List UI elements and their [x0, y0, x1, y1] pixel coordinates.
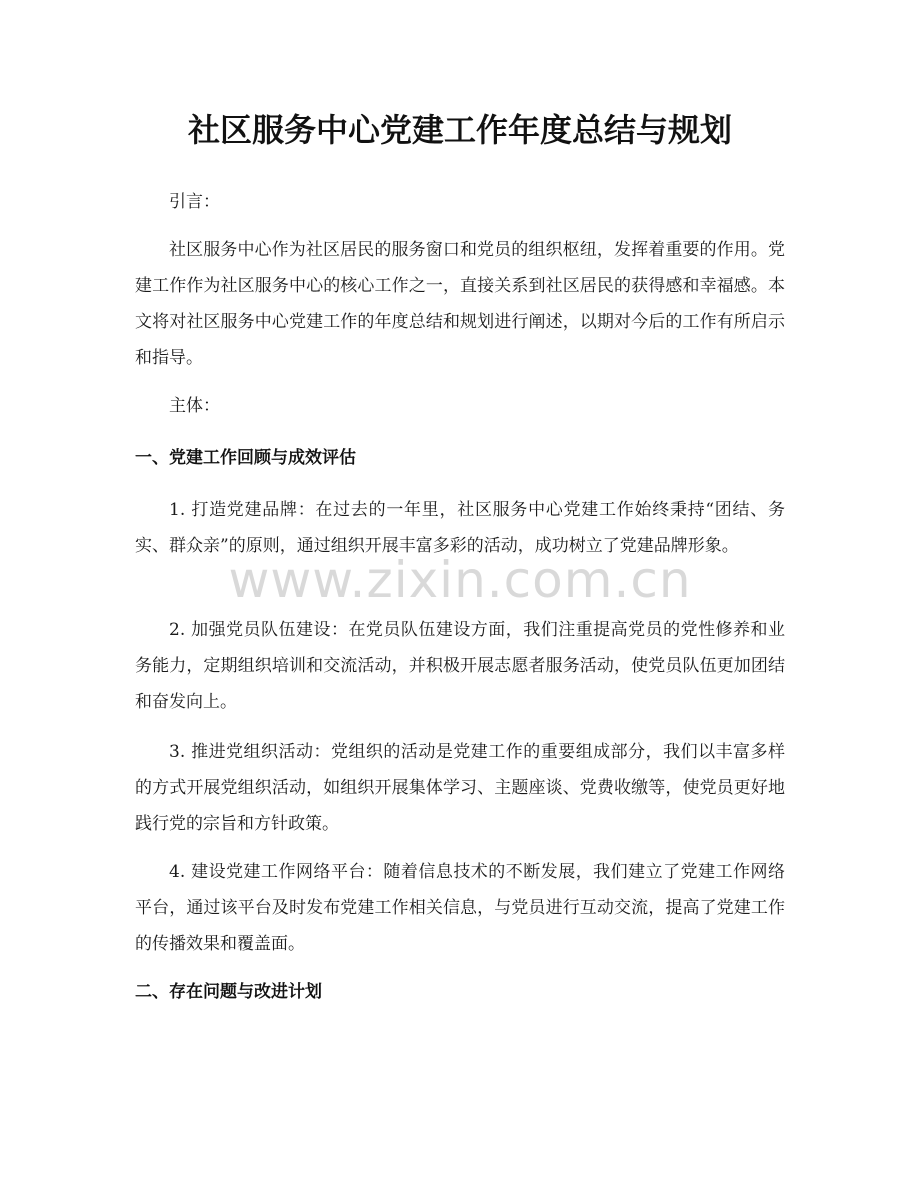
intro-paragraph: 社区服务中心作为社区居民的服务窗口和党员的组织枢纽，发挥着重要的作用。党建工作作为社区服务中心的核心工作之一，直接关系到社区居民的获得感和幸福感。本文将对社区服务中心党建工作的年度总结和规划进行阐述，以期对今后的工作有所启示和指导。 [135, 240, 785, 368]
list-item-3: 3. 推进党组织活动：党组织的活动是党建工作的重要组成部分，我们以丰富多样的方式开展党组织活动，如组织开展集体学习、主题座谈、党费收缴等，使党员更好地践行党的宗旨和方针政策。 [135, 742, 785, 834]
section-2-heading: 二、存在问题与改进计划 [135, 982, 322, 1002]
list-item-2: 2. 加强党员队伍建设：在党员队伍建设方面，我们注重提高党员的党性修养和业务能力，定期组织培训和交流活动，并积极开展志愿者服务活动，使党员队伍更加团结和奋发向上。 [135, 620, 785, 712]
list-item-4: 4. 建设党建工作网络平台：随着信息技术的不断发展，我们建立了党建工作网络平台，通过该平台及时发布党建工作相关信息，与党员进行互动交流，提高了党建工作的传播效果和覆盖面。 [135, 862, 785, 954]
document-title: 社区服务中心党建工作年度总结与规划 [187, 111, 732, 149]
watermark: www.zixin.com.cn [228, 551, 692, 609]
list-item-1: 1. 打造党建品牌：在过去的一年里，社区服务中心党建工作始终秉持“团结、务实、群众亲”的原则，通过组织开展丰富多彩的活动，成功树立了党建品牌形象。 [135, 500, 785, 556]
section-1-heading: 一、党建工作回顾与成效评估 [135, 448, 356, 468]
body-label: 主体： [169, 396, 220, 416]
intro-label: 引言： [169, 192, 220, 212]
